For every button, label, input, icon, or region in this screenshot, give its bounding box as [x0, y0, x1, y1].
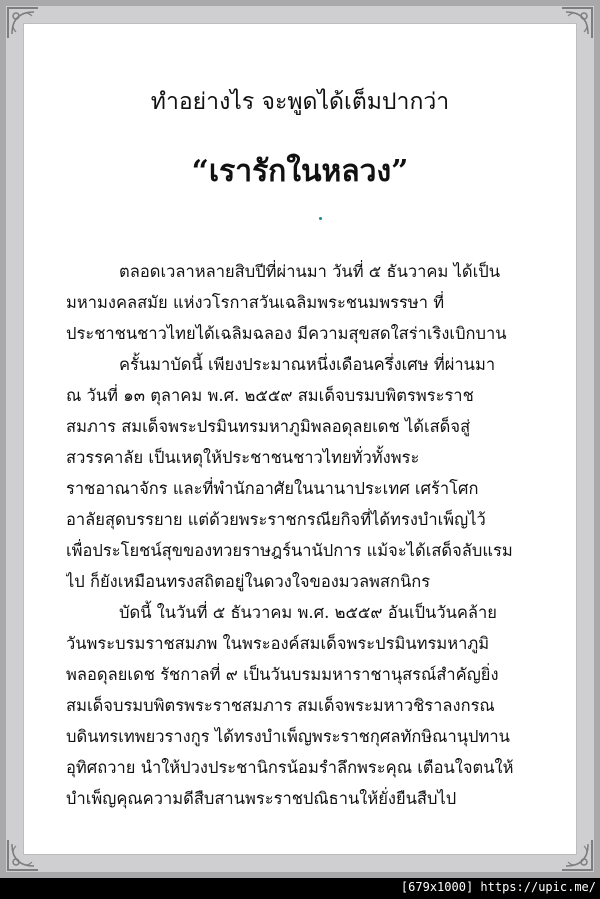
paragraph-line: บำเพ็ญคุณความดีสืบสานพระราชปณิธานให้ยั่งยืนสืบไป: [66, 789, 457, 808]
paragraph-line: บดินทรเทพยวรางกูร ได้ทรงบำเพ็ญพระราชกุศลทักษิณานุปทาน: [66, 727, 510, 746]
paragraph-line: เพื่อประโยชน์สุขของทวยราษฎร์นานัปการ แม้จะได้เสด็จลับแรม: [66, 541, 513, 560]
paragraph-line: สวรรคาลัย เป็นเหตุให้ประชาชนชาวไทยทั่วทั้งพระ: [66, 448, 420, 467]
paragraph-line: พลอดุลยเดช รัชกาลที่ ๙ เป็นวันบรมมหาราชานุสรณ์สำคัญยิ่ง: [66, 665, 499, 684]
footer-text: [679x1000] https://upic.me/: [400, 880, 596, 894]
paragraph-line: สมเด็จบรมบพิตรพระราชสมภาร สมเด็จพระมหาวชิราลงกรณ: [66, 696, 495, 715]
content-panel: [24, 24, 576, 854]
paragraph-line: ไป ก็ยังเหมือนทรงสถิตอยู่ในดวงใจของมวลพสกนิกร: [66, 572, 431, 591]
paragraph-line: ตลอดเวลาหลายสิบปีที่ผ่านมา วันที่ ๕ ธันวาคม ได้เป็น: [119, 262, 500, 281]
body-text: [66, 256, 544, 814]
paragraph-line: ประชาชนชาวไทยได้เฉลิมฉลอง มีความสุขสดใสร่าเริงเบิกบาน: [66, 324, 507, 343]
paragraph-line: ครั้นมาบัดนี้ เพียงประมาณหนึ่งเดือนครึ่งเศษ ที่ผ่านมา: [119, 355, 496, 374]
paragraph-line: ณ วันที่ ๑๓ ตุลาคม พ.ศ. ๒๕๕๙ สมเด็จบรมบพิตรพระราช: [66, 386, 474, 405]
image-host-footer: [0, 878, 600, 899]
paragraph-line: อุทิศถวาย นำให้ปวงประชานิกรน้อมรำลึกพระคุณ เตือนใจตนให้: [66, 758, 514, 777]
decorative-dot: [319, 217, 322, 220]
paragraph-line: มหามงคลสมัย แห่งวโรกาสวันเฉลิมพระชนมพรรษา ที่: [66, 293, 445, 312]
paragraph-line: อาลัยสุดบรรยาย แต่ด้วยพระราชกรณียกิจที่ได้ทรงบำเพ็ญไว้: [66, 510, 486, 529]
heading-title: “เรารักในหลวง”: [191, 154, 409, 189]
paragraph-line: วันพระบรมราชสมภพ ในพระองค์สมเด็จพระปรมินทรมหาภูมิ: [66, 634, 490, 653]
heading-line-1: ทำอย่างไร จะพูดได้เต็มปากว่า: [150, 89, 450, 115]
paragraph-line: ราชอาณาจักร และที่พำนักอาศัยในนานาประเทศ เศร้าโศก: [66, 479, 479, 498]
paragraph-line: สมภาร สมเด็จพระปรมินทรมหาภูมิพลอดุลยเดช ได้เสด็จสู่: [66, 417, 471, 436]
paragraph-line: บัดนี้ ในวันที่ ๕ ธันวาคม พ.ศ. ๒๕๕๙ อันเป็นวันคล้าย: [119, 603, 497, 622]
